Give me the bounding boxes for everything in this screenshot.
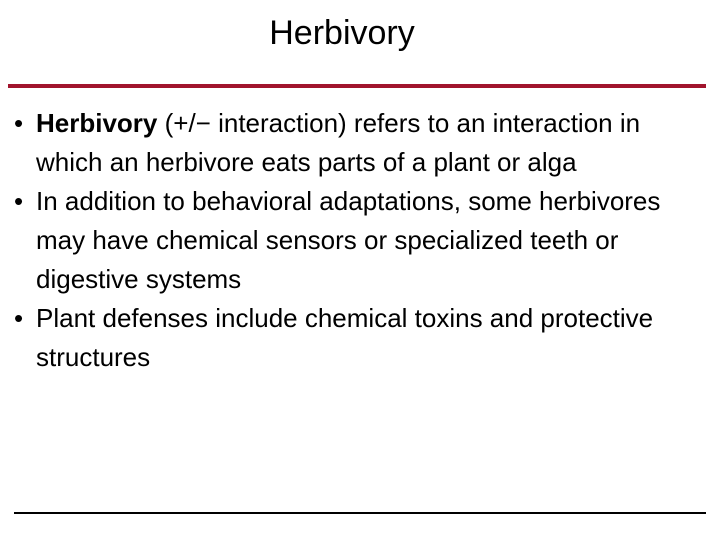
- title-divider: [8, 84, 706, 88]
- bullet-term: Herbivory: [36, 108, 158, 138]
- bullet-text: In addition to behavioral adaptations, some herbivores may have chemical sensors or specialized teeth or digestive systems: [36, 186, 661, 294]
- slide-title: Herbivory: [269, 14, 415, 52]
- bullet-icon: •: [14, 186, 24, 216]
- bullet-icon: •: [14, 108, 24, 138]
- bullet-item-adaptations: [12, 182, 706, 299]
- bottom-divider: [14, 512, 706, 514]
- bullet-text: Plant defenses include chemical toxins and protective structures: [36, 303, 654, 372]
- bullet-text: (+/− interaction) refers to an interaction in which an herbivore eats parts of a plant or alga: [36, 108, 641, 177]
- bullet-item-plant-defenses: [12, 299, 706, 377]
- bullet-icon: •: [14, 303, 24, 333]
- bullet-item-herbivory-definition: [12, 104, 706, 182]
- bullet-list: [12, 104, 706, 377]
